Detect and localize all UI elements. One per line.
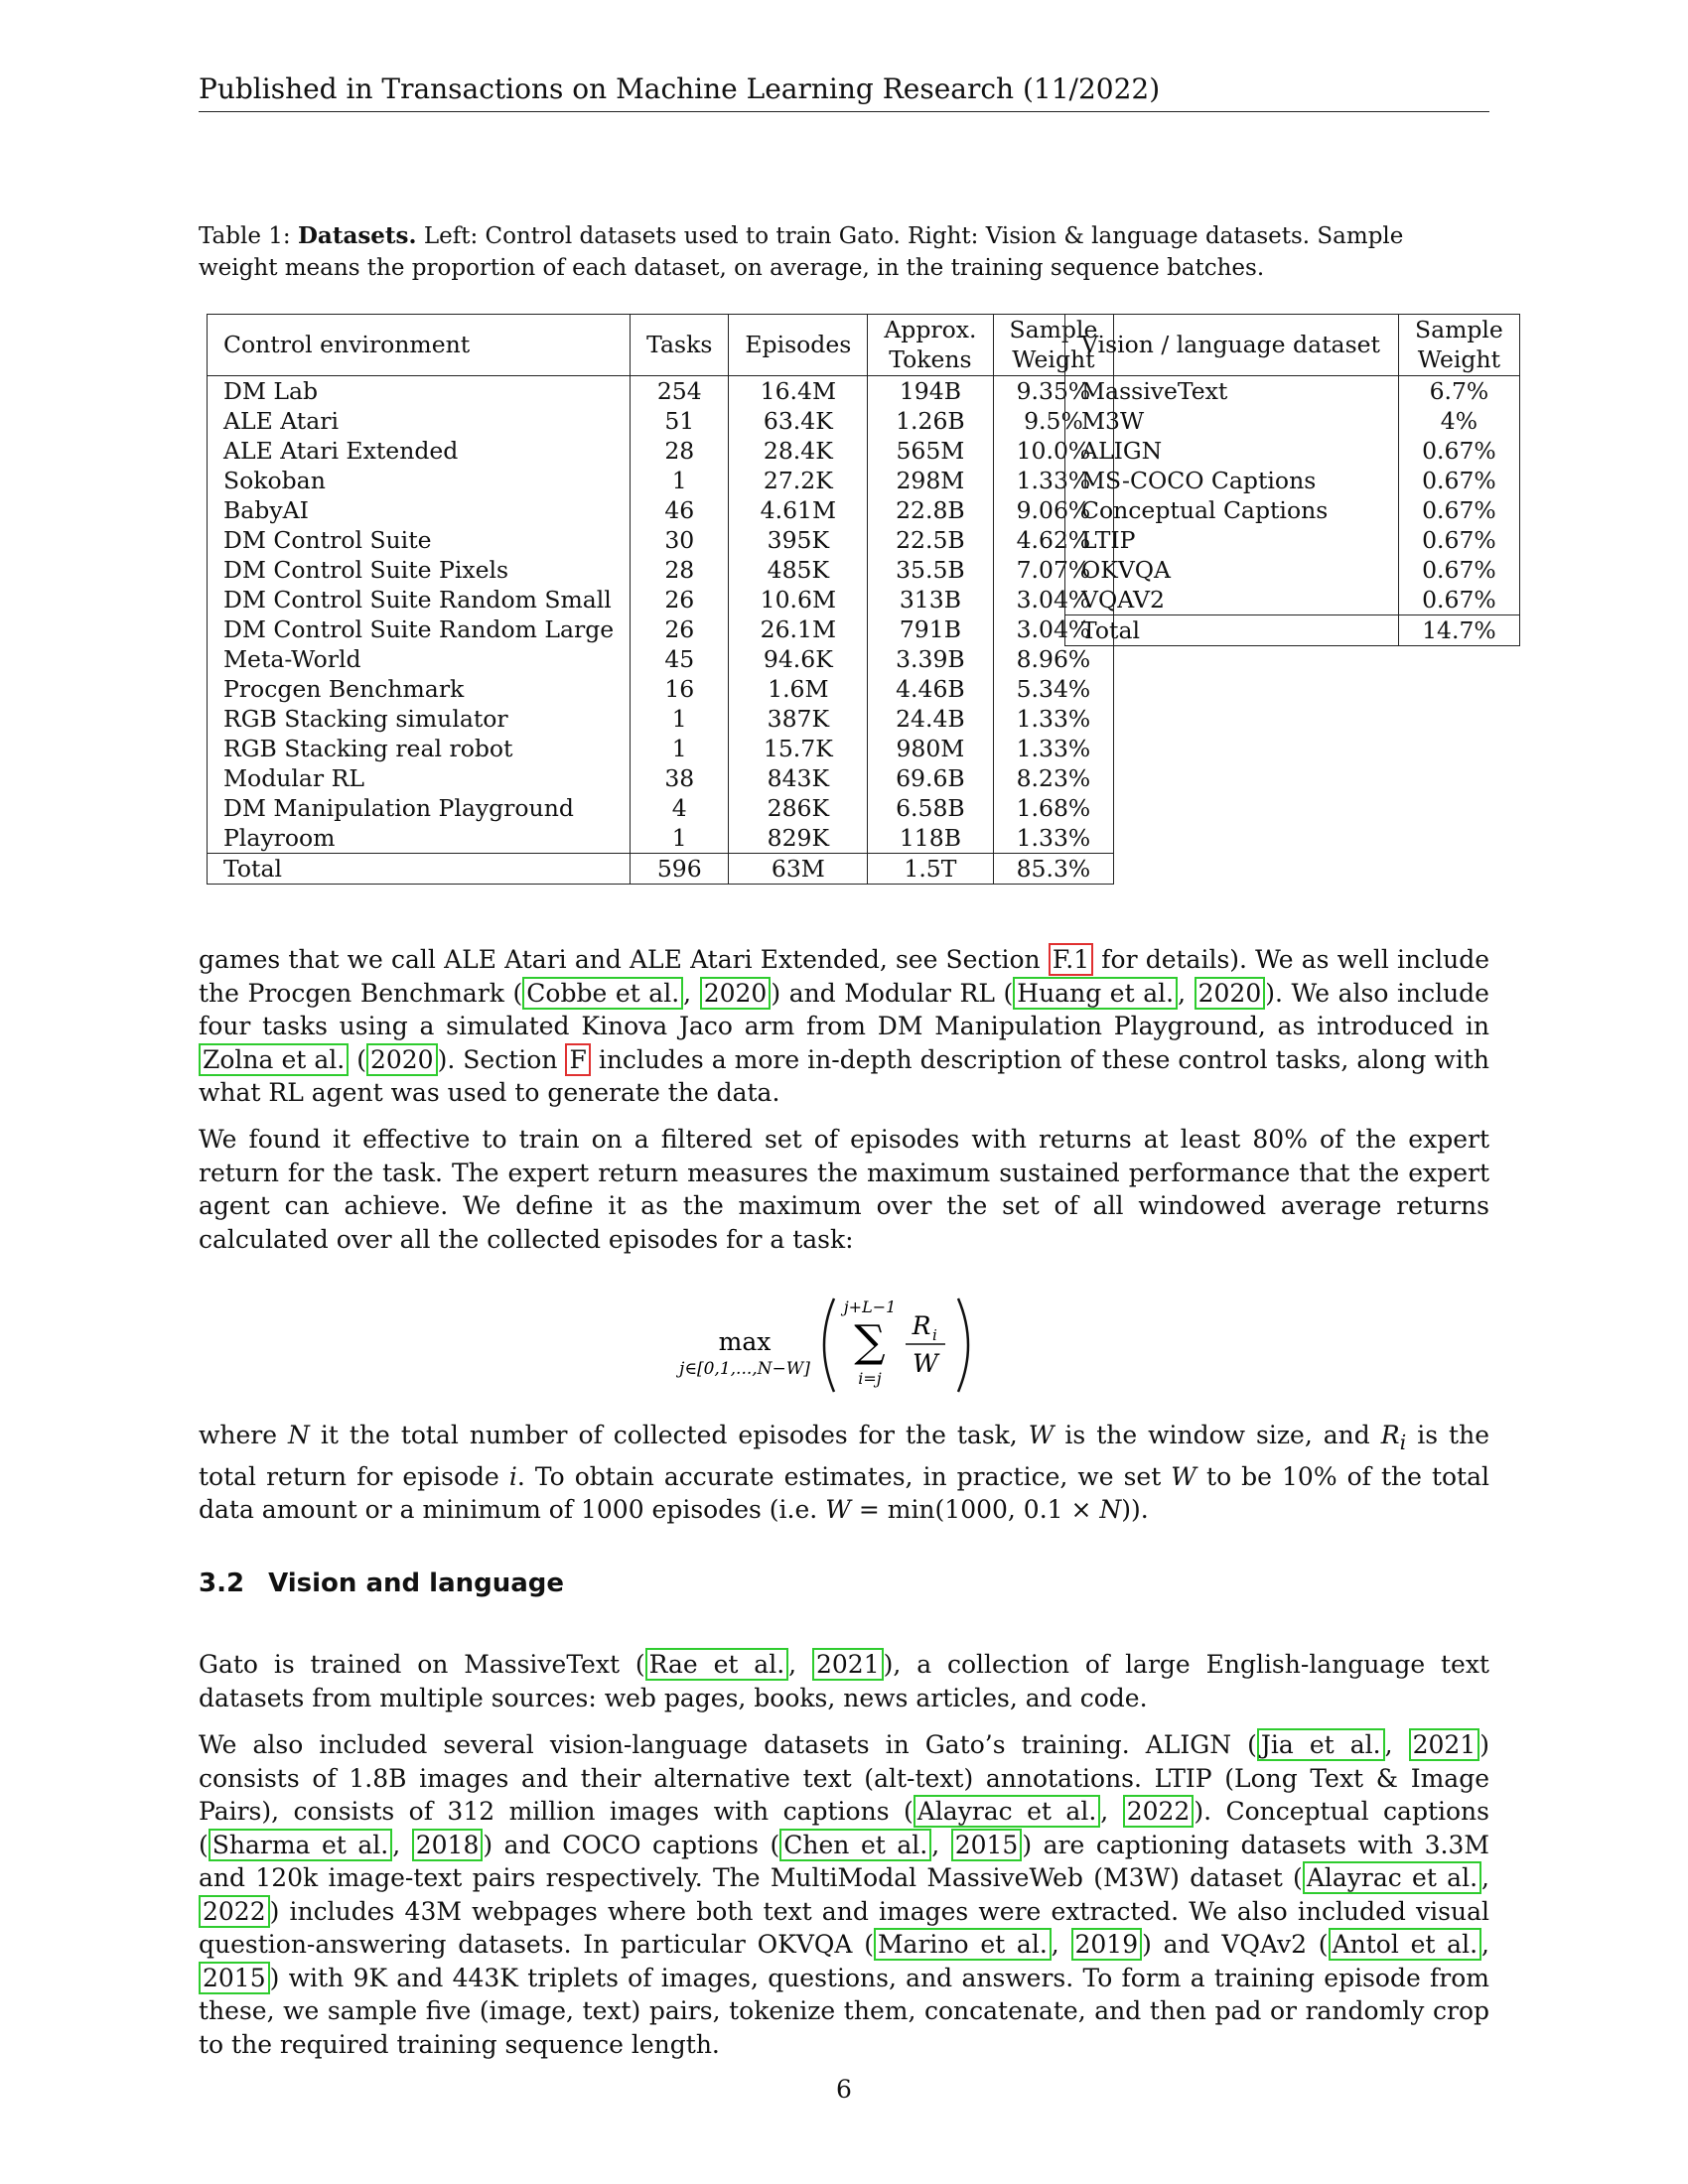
weight-cell: 1.33% [993, 734, 1114, 763]
tokens-cell: 4.46B [868, 674, 993, 704]
episodes-cell: 27.2K [729, 466, 868, 495]
tokens-cell: 22.8B [868, 495, 993, 525]
section-title: Vision and language [268, 1569, 565, 1598]
eq-max-subscript: j∈[0,1,...,N−W] [679, 1359, 810, 1379]
eq-sum-lower: i=j [858, 1369, 882, 1388]
weight-cell: 1.33% [993, 823, 1114, 854]
weight-cell: 3.04% [993, 585, 1114, 614]
weight-cell: 4.62% [993, 525, 1114, 555]
citation-alayrac-year[interactable]: 2022 [1123, 1795, 1195, 1828]
tasks-cell: 26 [631, 585, 729, 614]
vl-weight-cell: 0.67% [1398, 466, 1519, 495]
table-row [1065, 585, 1520, 615]
citation-cobbe-author[interactable]: Cobbe et al. [522, 977, 683, 1010]
episodes-cell: 63.4K [729, 406, 868, 436]
running-header: Published in Transactions on Machine Learning Research (11/2022) [199, 71, 1489, 112]
eq-denominator: W [913, 1349, 938, 1378]
weight-cell: 10.0% [993, 436, 1114, 466]
episodes-cell: 843K [729, 763, 868, 793]
table-row [208, 436, 1114, 466]
vl-dataset-cell: VQAV2 [1081, 586, 1165, 614]
citation-huang-year[interactable]: 2020 [1195, 977, 1266, 1010]
vl-weight-cell: 0.67% [1398, 555, 1519, 585]
episodes-cell: 28.4K [729, 436, 868, 466]
tokens-cell: 22.5B [868, 525, 993, 555]
vl-dataset-cell: OKVQA [1081, 556, 1172, 584]
tokens-cell: 565M [868, 436, 993, 466]
tokens-cell: 3.39B [868, 644, 993, 674]
table-row [208, 763, 1114, 793]
vision-language-datasets-table [1064, 314, 1520, 646]
table-row [208, 555, 1114, 585]
table-row [1065, 525, 1520, 555]
vl-weight-cell: 6.7% [1398, 376, 1519, 407]
weight-cell: 8.96% [993, 644, 1114, 674]
vl-total-label: Total [1065, 615, 1399, 646]
env-name-cell: DM Control Suite [223, 526, 432, 554]
table-row [1065, 406, 1520, 436]
tasks-cell: 1 [631, 823, 729, 854]
tasks-cell: 28 [631, 436, 729, 466]
total-tokens: 1.5T [868, 854, 993, 885]
tokens-cell: 980M [868, 734, 993, 763]
episodes-cell: 1.6M [729, 674, 868, 704]
table-row [208, 525, 1114, 555]
eq-right-paren [958, 1298, 968, 1392]
table-row [1065, 555, 1520, 585]
env-name-cell: ALE Atari Extended [223, 437, 459, 465]
citation-rae-author[interactable]: Rae et al. [645, 1648, 789, 1681]
vl-dataset-cell: MassiveText [1081, 377, 1228, 405]
citation-antol-author[interactable]: Antol et al. [1329, 1928, 1481, 1961]
caption-title: Datasets. [297, 222, 417, 249]
vl-total-weight: 14.7% [1398, 615, 1519, 646]
citation-chen-year[interactable]: 2015 [951, 1829, 1023, 1861]
env-name-cell: DM Control Suite Random Small [223, 586, 612, 614]
caption-prefix: Table 1: [199, 223, 298, 249]
tasks-cell: 46 [631, 495, 729, 525]
env-name-cell: ALE Atari [223, 407, 339, 435]
table-row [208, 674, 1114, 704]
env-name-cell: Playroom [223, 824, 336, 852]
tasks-cell: 38 [631, 763, 729, 793]
col-header-vl-sample-weight: Sample Weight [1398, 315, 1519, 376]
env-name-cell: Meta-World [223, 645, 361, 673]
table-row [208, 644, 1114, 674]
tokens-cell: 6.58B [868, 793, 993, 823]
vl-weight-cell: 0.67% [1398, 525, 1519, 555]
episodes-cell: 485K [729, 555, 868, 585]
col-header-tasks: Tasks [631, 315, 729, 376]
table-row [208, 495, 1114, 525]
table-row [208, 734, 1114, 763]
col-header-environment: Control environment [208, 315, 631, 376]
env-name-cell: DM Control Suite Random Large [223, 615, 615, 643]
episodes-cell: 94.6K [729, 644, 868, 674]
weight-cell: 9.35% [993, 376, 1114, 407]
table-row [208, 614, 1114, 644]
citation-zolna-author[interactable]: Zolna et al. [199, 1043, 349, 1076]
caption-text: Left: Control datasets used to train Gato. Right: Vision & language datasets. Sample weight means the proportion of each dataset, on average, in the training sequence batches. [199, 223, 1404, 281]
section-number: 3.2 [199, 1569, 245, 1598]
tasks-cell: 45 [631, 644, 729, 674]
tokens-cell: 298M [868, 466, 993, 495]
citation-rae-year[interactable]: 2021 [812, 1648, 884, 1681]
env-name-cell: DM Control Suite Pixels [223, 556, 509, 584]
total-episodes: 63M [729, 854, 868, 885]
paragraph-vision-language-datasets: We also included several vision-language datasets in Gato’s training. ALIGN ( Jia et al. , 2021 ) consists of 1.8B images and their alternative text (alt-text) annotations. LTIP (Long Text & Image Pairs), consists of 312 million images with captions ( Alayrac et al. , 2022 ). Conceptual captions ( Sharma et al. , 2018 ) and COCO captions ( Chen et al. , 2015 ) are captioning datasets with 3.3M and 120k image-text pairs respectively. The MultiModal MassiveWeb (M3W) dataset ( Alayrac et al. , 2022 ) includes 43M webpages where both text and images were extracted. We also included visual question-answering datasets. In particular OKVQA ( Marino et al. , 2019 ) and VQAv2 ( Antol et al. , 2015 ) with 9K and 443K triplets of images, questions, and answers. To form a training episode from these, we sample five (image, text) pairs, tokenize them, concatenate, and then pad or randomly crop to the required training sequence length. [199, 1730, 1489, 2059]
tasks-cell: 16 [631, 674, 729, 704]
citation-antol-year[interactable]: 2015 [199, 1962, 270, 1994]
paragraph-window-size: where N it the total number of collected episodes for the task, W is the window size, and $R_i$ is the total return for episode i. To obtain accurate estimates, in practice, we set W to be 10% of the total data amount or a minimum of 1000 episodes (i.e. W = min(1000, 0.1 × N)). [199, 1421, 1489, 1524]
paragraph-expert-return: We found it effective to train on a filtered set of episodes with returns at least 80% of the expert return for the task. The expert return measures the maximum sustained performance that the expert agent can achieve. We define it as the maximum over the set of all windowed average returns calculated over all the collected episodes for a task: [199, 1125, 1489, 1254]
vl-dataset-cell: Conceptual Captions [1081, 496, 1329, 524]
tasks-cell: 1 [631, 466, 729, 495]
total-tasks: 596 [631, 854, 729, 885]
col-header-vl-dataset: Vision / language dataset [1065, 315, 1399, 376]
tasks-cell: 1 [631, 704, 729, 734]
citation-sharma-author[interactable]: Sharma et al. [209, 1829, 392, 1861]
episodes-cell: 4.61M [729, 495, 868, 525]
tokens-cell: 24.4B [868, 704, 993, 734]
col-header-sample-weight: Sample Weight [993, 315, 1114, 376]
env-name-cell: BabyAI [223, 496, 309, 524]
citation-marino-author[interactable]: Marino et al. [874, 1928, 1052, 1961]
tasks-cell: 4 [631, 793, 729, 823]
episodes-cell: 26.1M [729, 614, 868, 644]
tasks-cell: 30 [631, 525, 729, 555]
env-name-cell: RGB Stacking real robot [223, 735, 513, 762]
section-ref-f[interactable]: F [565, 1043, 590, 1076]
env-name-cell: Modular RL [223, 764, 364, 792]
expert-return-equation [675, 1291, 1013, 1400]
episodes-cell: 829K [729, 823, 868, 854]
section-heading [199, 1569, 564, 1598]
table-row [1065, 376, 1520, 407]
eq-numerator: R [912, 1311, 931, 1340]
episodes-cell: 387K [729, 704, 868, 734]
eq-sum-upper: j+L−1 [843, 1297, 897, 1316]
episodes-cell: 15.7K [729, 734, 868, 763]
citation-zolna-year[interactable]: 2020 [366, 1043, 438, 1076]
table-row [208, 376, 1114, 407]
env-name-cell: RGB Stacking simulator [223, 705, 508, 733]
citation-chen-author[interactable]: Chen et al. [779, 1829, 931, 1861]
vl-weight-cell: 0.67% [1398, 495, 1519, 525]
citation-sharma-year[interactable]: 2018 [412, 1829, 484, 1861]
citation-alayrac2-author[interactable]: Alayrac et al. [1303, 1861, 1481, 1894]
tokens-cell: 1.26B [868, 406, 993, 436]
citation-marino-year[interactable]: 2019 [1071, 1928, 1143, 1961]
col-header-tokens: Approx. Tokens [868, 315, 993, 376]
tokens-cell: 69.6B [868, 763, 993, 793]
control-datasets-table [207, 314, 1114, 885]
table-row [208, 823, 1114, 854]
table-row [1065, 436, 1520, 466]
total-label: Total [208, 854, 631, 885]
table-row [208, 585, 1114, 614]
eq-numerator-sub: i [932, 1326, 937, 1344]
env-name-cell: Procgen Benchmark [223, 675, 465, 703]
env-name-cell: DM Lab [223, 377, 319, 405]
weight-cell: 7.07% [993, 555, 1114, 585]
weight-cell: 5.34% [993, 674, 1114, 704]
episodes-cell: 286K [729, 793, 868, 823]
weight-cell: 9.06% [993, 495, 1114, 525]
vl-dataset-cell: LTIP [1081, 526, 1136, 554]
table-row [208, 704, 1114, 734]
episodes-cell: 395K [729, 525, 868, 555]
table-row [208, 466, 1114, 495]
weight-cell: 3.04% [993, 614, 1114, 644]
section-ref-f1[interactable]: F.1 [1049, 943, 1093, 976]
tokens-cell: 791B [868, 614, 993, 644]
weight-cell: 1.68% [993, 793, 1114, 823]
table-row [208, 793, 1114, 823]
tasks-cell: 26 [631, 614, 729, 644]
col-header-episodes: Episodes [729, 315, 868, 376]
env-name-cell: Sokoban [223, 467, 326, 494]
vl-dataset-cell: ALIGN [1081, 437, 1163, 465]
citation-jia-year[interactable]: 2021 [1409, 1728, 1480, 1761]
page-number: 6 [836, 2075, 852, 2104]
citation-jia-author[interactable]: Jia et al. [1257, 1728, 1385, 1761]
tasks-cell: 254 [631, 376, 729, 407]
vl-weight-cell: 4% [1398, 406, 1519, 436]
eq-left-paren [824, 1298, 834, 1392]
paragraph-control-datasets: games that we call ALE Atari and ALE Atari Extended, see Section F.1 for details). We as well include the Procgen Benchmark ( Cobbe et al. , 2020 ) and Modular RL ( Huang et al. , 2020 ). We also include four tasks using a simulated Kinova Jaco arm from DM Manipulation Playground, as introduced in Zolna et al. ( 2020 ). Section F includes a more in-depth description of these control tasks, along with what RL agent was used to generate the data. [199, 945, 1489, 1107]
tasks-cell: 51 [631, 406, 729, 436]
episodes-cell: 10.6M [729, 585, 868, 614]
eq-max: max [718, 1327, 772, 1356]
citation-alayrac2-year[interactable]: 2022 [199, 1895, 270, 1928]
tokens-cell: 35.5B [868, 555, 993, 585]
tokens-cell: 118B [868, 823, 993, 854]
weight-cell: 1.33% [993, 704, 1114, 734]
weight-cell: 1.33% [993, 466, 1114, 495]
vl-total-row [1065, 615, 1520, 646]
env-name-cell: DM Manipulation Playground [223, 794, 574, 822]
table-row [208, 406, 1114, 436]
citation-huang-author[interactable]: Huang et al. [1013, 977, 1178, 1010]
tasks-cell: 28 [631, 555, 729, 585]
weight-cell: 9.5% [993, 406, 1114, 436]
table-row [1065, 466, 1520, 495]
table-caption [199, 220, 1489, 284]
total-weight: 85.3% [993, 854, 1114, 885]
citation-alayrac-author[interactable]: Alayrac et al. [914, 1795, 1101, 1828]
paragraph-massivetext: Gato is trained on MassiveText ( Rae et al. , 2021 ), a collection of large English-language text datasets from multiple sources: web pages, books, news articles, and code. [199, 1650, 1489, 1712]
vl-weight-cell: 0.67% [1398, 585, 1519, 615]
total-row [208, 854, 1114, 885]
vl-dataset-cell: MS-COCO Captions [1081, 467, 1317, 494]
tasks-cell: 1 [631, 734, 729, 763]
vl-dataset-cell: M3W [1081, 407, 1145, 435]
table-row [1065, 495, 1520, 525]
tokens-cell: 194B [868, 376, 993, 407]
tokens-cell: 313B [868, 585, 993, 614]
vl-weight-cell: 0.67% [1398, 436, 1519, 466]
weight-cell: 8.23% [993, 763, 1114, 793]
eq-sigma: ∑ [854, 1316, 886, 1367]
citation-cobbe-year[interactable]: 2020 [700, 977, 772, 1010]
episodes-cell: 16.4M [729, 376, 868, 407]
